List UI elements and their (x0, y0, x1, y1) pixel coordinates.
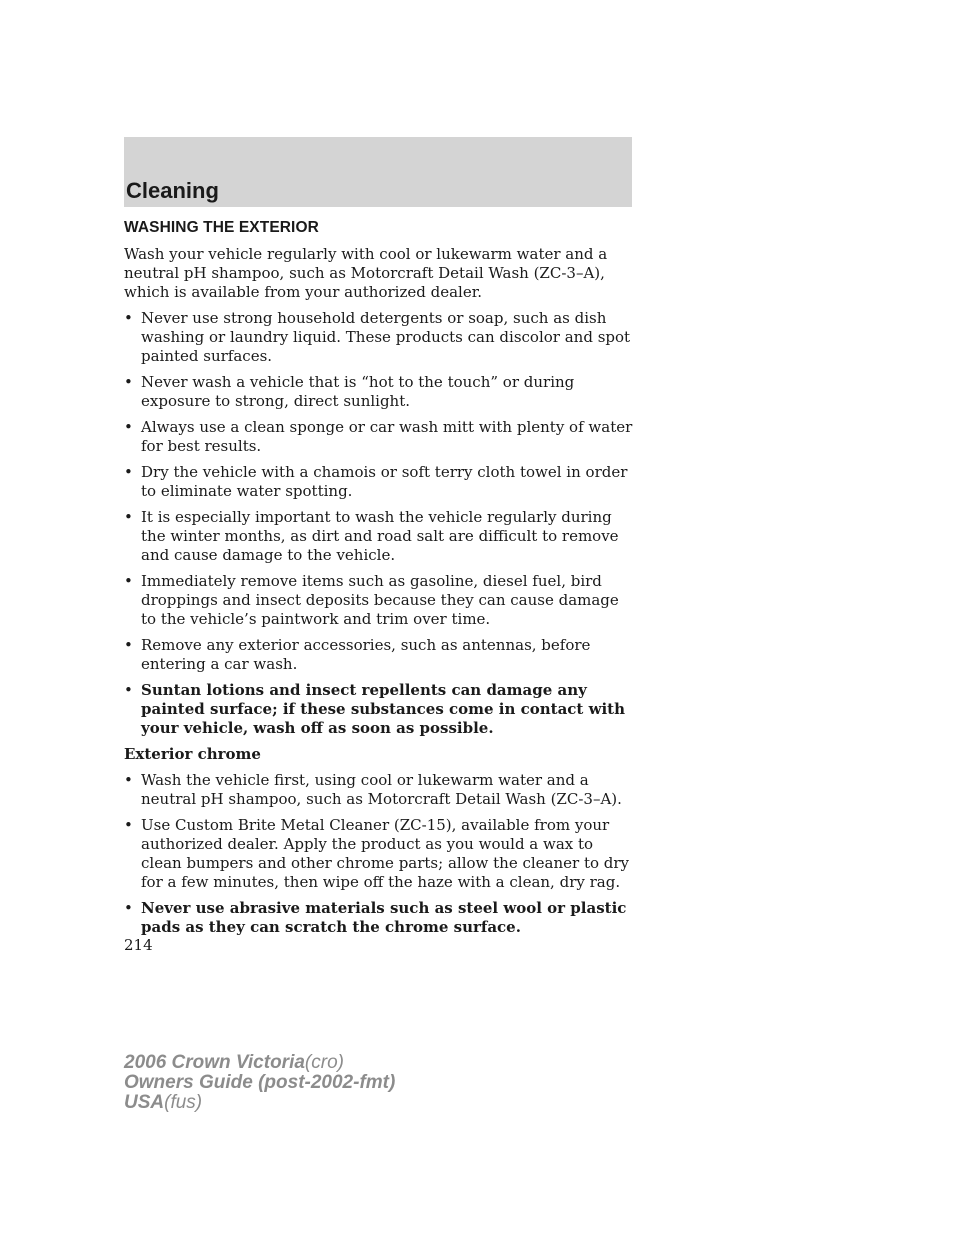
bullet-icon: • (124, 508, 133, 526)
bullet-icon: • (124, 418, 133, 436)
list-item: • Immediately remove items such as gasoline, diesel fuel, bird droppings and insect deposits because they can cause damage to the vehicle’s paintwork and trim over time. (124, 572, 619, 628)
list-item: • Always use a clean sponge or car wash mitt with plenty of water for best results. (124, 418, 633, 455)
bullet-icon: • (124, 681, 133, 699)
section-title: Cleaning (126, 178, 219, 203)
list-item: • Never wash a vehicle that is “hot to the touch” or during exposure to strong, direct sunlight. (124, 373, 575, 410)
bullet-icon: • (124, 309, 133, 327)
bullet-icon: • (124, 572, 133, 590)
list-item: • Wash the vehicle first, using cool or lukewarm water and a neutral pH shampoo, such as Motorcraft Detail Wash (ZC-3–A). (124, 771, 622, 808)
chrome-bullet-list (124, 771, 636, 937)
page-content (124, 218, 636, 944)
bullet-icon: • (124, 463, 133, 481)
heading-washing-exterior: WASHING THE EXTERIOR (124, 219, 319, 236)
washing-bullet-list (124, 309, 636, 738)
intro-paragraph: Wash your vehicle regularly with cool or lukewarm water and a neutral pH shampoo, such as Motorcraft Detail Wash (ZC-3–A), which is available from your authorized dealer. (124, 245, 608, 301)
footer-line-guide: Owners Guide (post-2002-fmt) (124, 1072, 396, 1093)
subheading-exterior-chrome: Exterior chrome (124, 745, 261, 763)
list-item: • Never use strong household detergents or soap, such as dish washing or laundry liquid. These products can discolor and spot painted surfaces. (124, 309, 631, 365)
document-footer (124, 1053, 395, 1113)
bullet-icon: • (124, 816, 133, 834)
list-item: • Remove any exterior accessories, such as antennas, before entering a car wash. (124, 636, 591, 673)
list-item: • It is especially important to wash the vehicle regularly during the winter months, as dirt and road salt are difficult to remove and cause damage to the vehicle. (124, 508, 619, 564)
bullet-icon: • (124, 771, 133, 789)
bullet-icon: • (124, 373, 133, 391)
page-number: 214 (124, 936, 153, 954)
footer-line-market: USA(fus) (124, 1092, 203, 1113)
list-item: • Use Custom Brite Metal Cleaner (ZC-15), available from your authorized dealer. Apply the product as you would a wax to clean bumpers and other chrome parts; allow the cleaner to dry for a few minutes, then wipe off the haze with a clean, dry rag. (124, 816, 630, 891)
list-item-warning: • Suntan lotions and insect repellents can damage any painted surface; if these substances come in contact with your vehicle, wash off as soon as possible. (124, 681, 626, 737)
list-item-warning: • Never use abrasive materials such as steel wool or plastic pads as they can scratch the chrome surface. (124, 899, 627, 936)
list-item: • Dry the vehicle with a chamois or soft terry cloth towel in order to eliminate water spotting. (124, 463, 628, 500)
footer-line-model: 2006 Crown Victoria(cro) (124, 1052, 344, 1073)
bullet-icon: • (124, 899, 133, 917)
bullet-icon: • (124, 636, 133, 654)
